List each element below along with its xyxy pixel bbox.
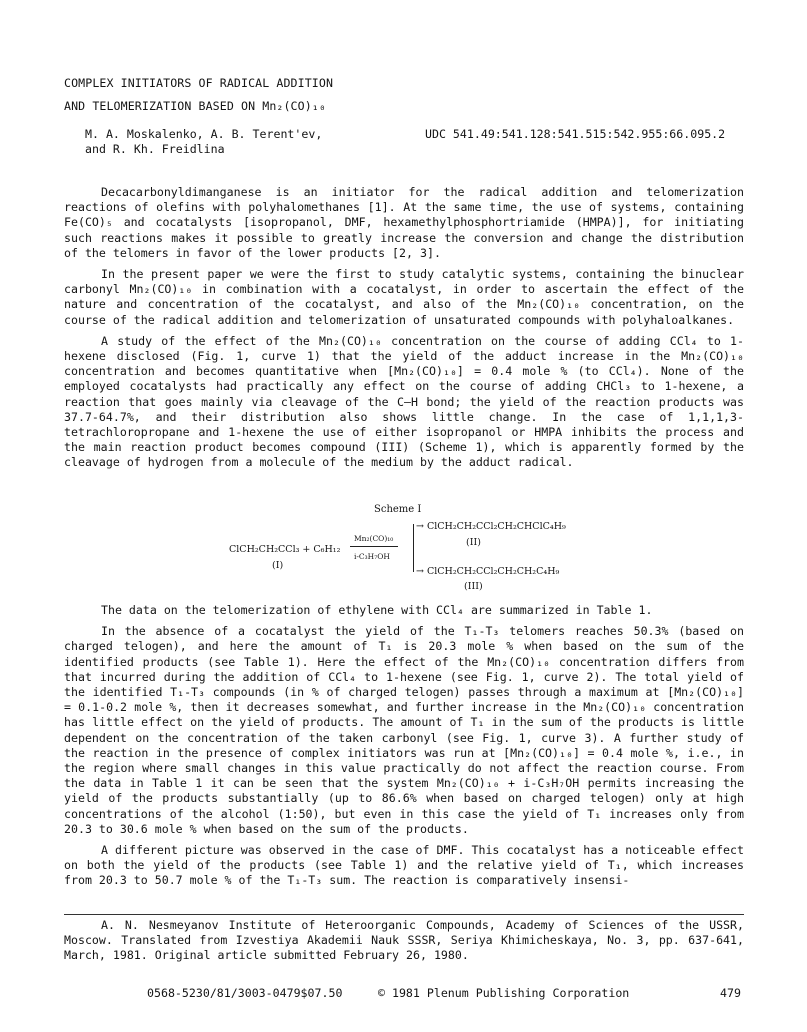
- paragraph: Decacarbonyldimanganese is an initiator for the radical addition and telomerization reactions of olefins with polyhalomethanes [1]. At the same time, the use of systems, containing Fe(CO)₅ and cocatalysts [isopropanol, DMF, hexamethylphosphortriamide (HMPA)], for initiating such reactions makes it possible to greatly increase the conversion and change the distribution of the telomers in favor of the lower products [2, 3].: [64, 185, 744, 260]
- title-line-1: COMPLEX INITIATORS OF RADICAL ADDITION: [64, 76, 334, 90]
- paragraph: In the absence of a cocatalyst the yield of the T₁-T₃ telomers reaches 50.3% (based on charged telogen), and here the amount of T₁ is 20.3 mole % when based on the sum of the identified products (see Table 1). Here the effect of the Mn₂(CO)₁₀ concentration differs from that incurred during the addition of CCl₄ to 1-hexene (see Fig. 1, curve 2). The total yield of the identified T₁-T₃ compounds (in % of charged telogen) passes through a maximum at [Mn₂(CO)₁₀] = 0.1-0.2 mole %, then it decreases somewhat, and further increase in the Mn₂(CO)₁₀ concentration has little effect on the yield of products. The amount of T₁ in the sum of the products is little dependent on the concentration of the taken carbonyl (see Fig. 1, curve 3). A further study of the reaction in the presence of complex initiators was run at [Mn₂(CO)₁₀] = 0.4 mole %, i.e., in the region where small changes in this value practically do not affect the reaction course. From the data in Table 1 it can be seen that the system Mn₂(CO)₁₀ + i-C₃H₇OH permits increasing the yield of the products substantially (up to 86.6% when based on charged telogen) only at high concentrations of the alcohol (1:50), but even in this case the yield of T₁ increases only from 20.3 to 30.6 mole % when based on the sum of the products.: [64, 624, 744, 836]
- scheme-reactant: ClCH₂CH₂CCl₃ + C₆H₁₂: [229, 544, 341, 555]
- footnote: A. N. Nesmeyanov Institute of Heteroorganic Compounds, Academy of Sciences of the USSR, Moscow. Translated from Izvestiya Akademii Nauk SSSR, Seriya Khimicheskaya, No. 3, pp. 637-641, March, 1981. Original article submitted February 26, 1980.: [64, 918, 744, 963]
- scheme-reagent-top: Mn₂(CO)₁₀: [354, 534, 394, 543]
- paragraph: A study of the effect of the Mn₂(CO)₁₀ concentration on the course of adding CCl₄ to 1-hexene disclosed (Fig. 1, curve 1) that the yield of the adduct increase in the Mn₂(CO)₁₀ concentration and becomes quantitative when [Mn₂(CO)₁₀] = 0.4 mole % (to CCl₄). None of the employed cocatalysts had practically any effect on the course of adding CHCl₃ to 1-hexene, a reaction that goes mainly via cleavage of the C–H bond; the yield of the reaction products was 37.7-64.7%, and their distribution also shows little change. In the case of 1,1,1,3-tetrachloropropane and 1-hexene the use of either isopropanol or HMPA inhibits the process and the main reaction product becomes compound (III) (Scheme 1), which is apparently formed by the cleavage of hydrogen from a molecule of the medium by the adduct radical.: [64, 333, 744, 470]
- authors-line-2: and R. Kh. Freidlina: [85, 142, 225, 157]
- page-number: 479: [720, 986, 741, 1000]
- paragraph: The data on the telomerization of ethylene with CCl₄ are summarized in Table 1.: [101, 603, 653, 617]
- footer-code: 0568-5230/81/3003-0479$07.50: [147, 986, 343, 1000]
- body-after-scheme: [64, 603, 744, 895]
- article-title: [64, 76, 333, 122]
- scheme-title: Scheme I: [374, 504, 422, 515]
- footer-copyright: © 1981 Plenum Publishing Corporation: [378, 986, 630, 1000]
- paragraph: A different picture was observed in the case of DMF. This cocatalyst has a noticeable effect on both the yield of the products (see Table 1) and the relative yield of T₁, which increases from 20.3 to 50.7 mole % of the T₁-T₃ sum. The reaction is comparatively insensi-: [64, 843, 744, 888]
- scheme-product-1-label: (II): [466, 537, 481, 548]
- paragraph: In the present paper we were the first to study catalytic systems, containing the binuclear carbonyl Mn₂(CO)₁₀ in combination with a cocatalyst, in order to ascertain the effect of the nature and concentration of the cocatalyst, and also of the Mn₂(CO)₁₀ concentration, on the course of the radical addition and telomerization of unsaturated compounds with polyhaloalkanes.: [64, 267, 744, 327]
- udc-code: UDC 541.49:541.128:541.515:542.955:66.095.2: [425, 127, 726, 141]
- scheme-branch-bracket: [413, 524, 414, 572]
- scheme-reagent-bottom: i-C₃H₇OH: [354, 552, 390, 561]
- scheme-product-2: → ClCH₂CH₂CCl₂CH₂CH₂C₄H₉: [416, 566, 560, 577]
- reaction-scheme: [64, 502, 744, 594]
- scheme-reaction-arrow: [350, 546, 398, 547]
- footnote-divider: [64, 914, 744, 915]
- scheme-reactant-label: (I): [272, 560, 284, 571]
- body-before-scheme: [64, 185, 744, 477]
- scheme-product-1: → ClCH₂CH₂CCl₂CH₂CHClC₄H₉: [416, 521, 566, 532]
- authors-line-1: M. A. Moskalenko, A. B. Terent'ev,: [85, 127, 323, 141]
- scheme-product-2-label: (III): [464, 581, 483, 592]
- title-line-2: AND TELOMERIZATION BASED ON Mn₂(CO)₁₀: [64, 99, 326, 113]
- author-list: [85, 127, 322, 157]
